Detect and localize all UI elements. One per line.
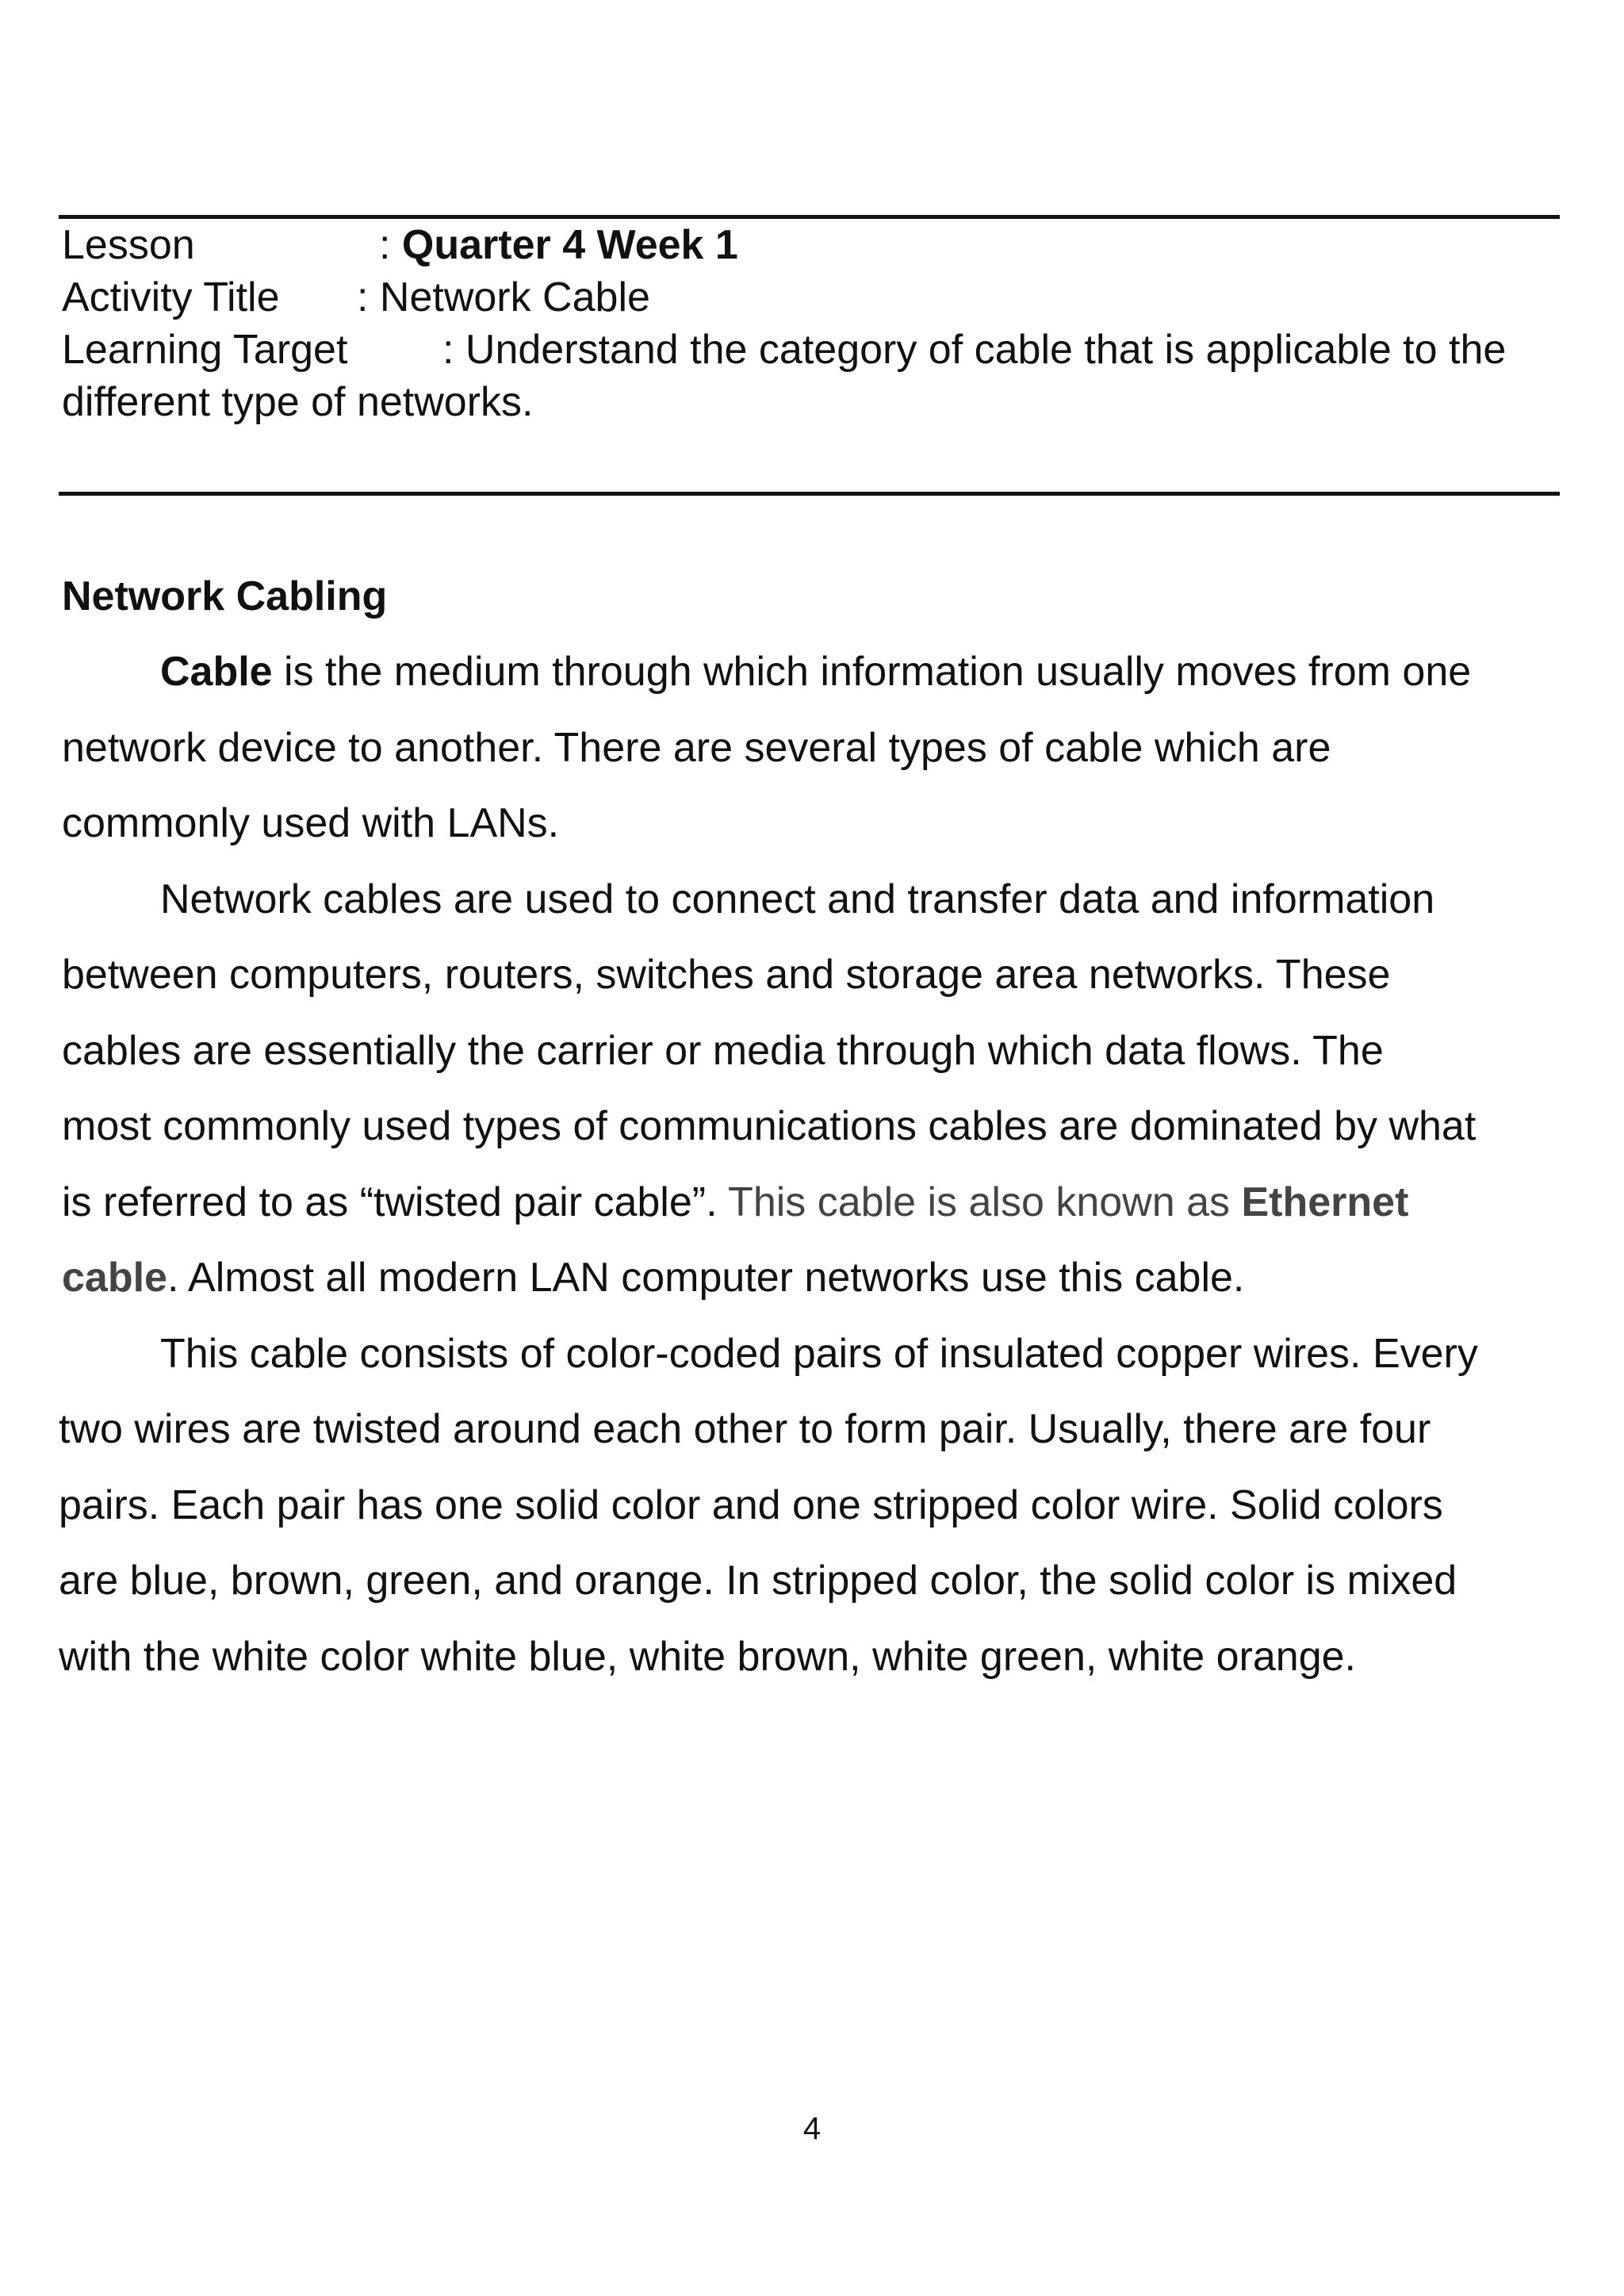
- paragraph-3-line-1: This cable consists of color-coded pairs of insulated copper wires. Every: [160, 1330, 1478, 1377]
- cable-term: Cable: [160, 649, 273, 695]
- lesson-header: [62, 219, 1568, 428]
- section-heading: Network Cabling: [62, 573, 388, 619]
- activity-row: [62, 271, 1568, 324]
- learning-target-continuation: [62, 376, 1568, 428]
- lesson-row: [62, 219, 1568, 271]
- lesson-value-text: Quarter 4 Week 1: [401, 222, 738, 268]
- activity-label: Activity Title: [62, 274, 280, 320]
- learning-target-value: : Understand the category of cable that is applicable to the: [442, 327, 1507, 373]
- header-bottom-rule: [59, 492, 1560, 496]
- paragraph-3-line-3: pairs. Each pair has one solid color and one stripped color wire. Solid colors: [59, 1481, 1443, 1528]
- learning-target-value-line2: different type of networks.: [62, 379, 534, 425]
- learning-target-label: Learning Target: [62, 327, 348, 373]
- paragraph-2-line-5-highlight: This cable is also known as: [717, 1179, 1242, 1225]
- ethernet-term-cable: cable: [62, 1255, 167, 1301]
- activity-value: : Network Cable: [357, 274, 650, 320]
- ethernet-term: Ethernet: [1241, 1179, 1409, 1225]
- body-text: [59, 634, 1568, 1695]
- paragraph-2-line-4: most commonly used types of communications cables are dominated by what: [62, 1103, 1477, 1149]
- lesson-colon: :: [379, 222, 402, 268]
- paragraph-2-line-3: cables are essentially the carrier or media through which data flows. The: [62, 1027, 1384, 1074]
- paragraph-1-line-3: commonly used with LANs.: [62, 800, 560, 846]
- paragraph-3-line-2: two wires are twisted around each other to form pair. Usually, there are four: [59, 1406, 1431, 1452]
- paragraph-1-line-1: [62, 634, 1568, 711]
- paragraph-3-line-5: with the white color white blue, white brown, white green, white orange.: [59, 1633, 1356, 1680]
- paragraph-2-line-1: Network cables are used to connect and transfer data and information: [160, 876, 1435, 922]
- paragraph-2-line-5-text: is referred to as “twisted pair cable”.: [62, 1179, 718, 1225]
- paragraph-2-line-2: between computers, routers, switches and storage area networks. These: [62, 952, 1391, 998]
- lesson-label: Lesson: [62, 222, 195, 268]
- paragraph-1-line-2: network device to another. There are several types of cable which are: [62, 724, 1331, 771]
- page-number: 4: [802, 2111, 822, 2146]
- lesson-value: [379, 219, 738, 271]
- paragraph-2-line-5: [62, 1165, 1568, 1241]
- paragraph-1-line-1-text: is the medium through which information usually moves from one: [272, 649, 1472, 695]
- learning-target-row: [62, 324, 1568, 376]
- paragraph-2-line-6-text: . Almost all modern LAN computer networks use this cable.: [167, 1255, 1245, 1301]
- paragraph-2-line-6: [62, 1240, 1568, 1317]
- paragraph-3-line-4: are blue, brown, green, and orange. In stripped color, the solid color is mixed: [59, 1558, 1457, 1604]
